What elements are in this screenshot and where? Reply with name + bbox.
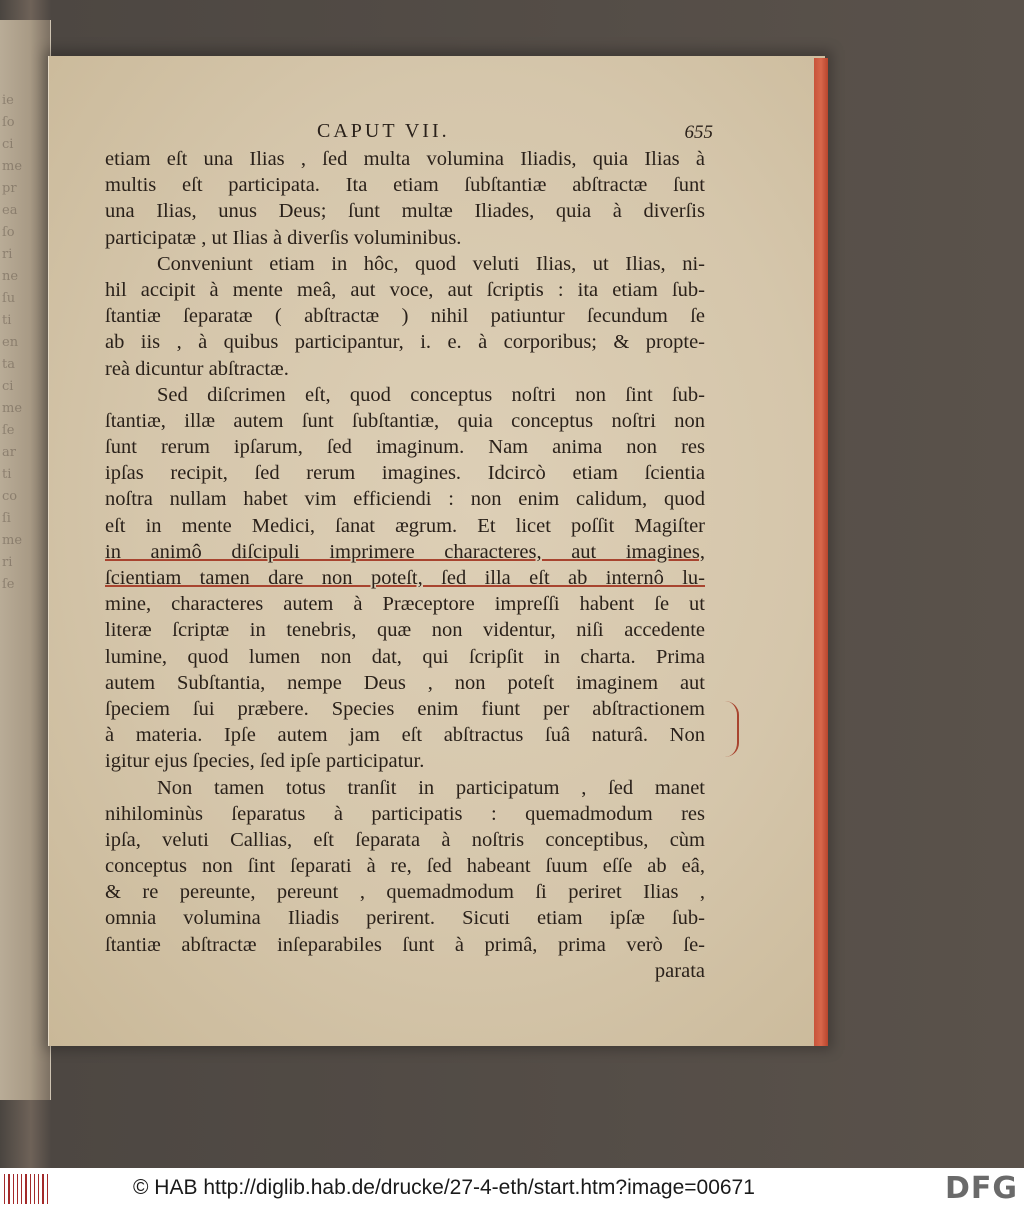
text-line: ſpeciem ſui præbere. Species enim fiunt per abſtractionem [105,697,705,720]
text-line: eſt in mente Medici, ſanat ægrum. Et licet poſſit Magiſter [105,514,705,537]
text-line: una Ilias, unus Deus; ſunt multæ Iliades, quia à diverſis [105,200,705,223]
paragraph-start: Conveniunt etiam in hôc, quod veluti Ilias, ut Ilias, ni- [157,252,705,275]
text-line: & re pereunte, pereunt , quemadmodum ſi periret Ilias , [105,881,705,904]
paragraph-start: Non tamen totus tranſit in participatum , ſed manet [157,776,705,799]
catchword: parata [654,959,705,982]
text-line: literæ ſcriptæ in tenebris, quæ non videntur, niſi accedente [105,619,705,642]
text-line: participatæ , ut Ilias à diverſis voluminibus. [105,226,462,249]
text-line: noſtra nullam habet vim efficiendi : non enim calidum, quod [105,488,705,511]
text-line: etiam eſt una Ilias , ſed multa volumina Iliadis, quia Ilias à [105,148,705,170]
text-line: autem Subſtantia, nempe Deus , non poteſt imaginem aut [105,671,705,694]
page-header [105,116,713,146]
red-page-edge [814,58,828,1046]
text-line: ab iis , à quibus participantur, i. e. à corporibus; & propte- [105,331,705,354]
text-line: ſtantiæ, illæ autem ſunt ſubſtantiæ, quia conceptus noſtri non [105,409,705,432]
text-line: conceptus non ſint ſeparati à re, ſed habeant ſuum eſſe ab eâ, [105,855,705,878]
book-page [48,56,825,1046]
running-title: CAPUT VII. [317,120,450,142]
source-credit-link[interactable]: © HAB http://diglib.hab.de/drucke/27-4-eth/start.htm?image=00671 [133,1176,755,1199]
page-number: 655 [684,122,713,143]
text-line: ſtantiæ ſeparatæ ( abſtractæ ) nihil patiuntur ſecundum ſe [105,305,705,328]
text-line: ſunt rerum ipſarum, ſed imaginum. Nam anima non res [105,436,705,459]
text-line: ipſa, veluti Callias, eſt ſeparata à noſtris conceptibus, cùm [105,828,705,851]
hab-barcode-logo-icon[interactable] [4,1174,48,1204]
previous-page-bleed: ie ſo ci me pr ea ſo ri ne ſu ti en ta ci me ſe ar ti co ſi me ri ſe [2,93,23,592]
footer-bar [0,1168,1024,1209]
underlined-line: ſcientiam tamen dare non poteſt, ſed illa eſt ab internô lu- [105,567,705,589]
margin-bracket-annotation [717,701,739,757]
text-line: lumine, quod lumen non dat, qui ſcripſit in charta. Prima [105,645,705,668]
text-line: hil accipit à mente meâ, aut voce, aut ſcriptis : ita etiam ſub- [105,278,705,301]
text-line: nihilominùs ſeparatus à participatis : quemadmodum res [105,802,705,825]
text-line: ipſas recipit, ſed rerum imagines. Idcircò etiam ſcientia [105,462,705,485]
dfg-logo[interactable]: DFG [944,1171,1018,1206]
underlined-line: in animô diſcipuli imprimere characteres, aut imagines, [105,540,705,563]
paragraph-start: Sed diſcrimen eſt, quod conceptus noſtri non ſint ſub- [157,383,705,406]
text-line: multis eſt participata. Ita etiam ſubſtantiæ abſtractæ ſunt [105,174,705,197]
text-line: à materia. Ipſe autem jam eſt abſtractus ſuâ naturâ. Non [105,724,705,747]
text-line: igitur ejus ſpecies, ſed ipſe participatur. [105,750,425,773]
text-line: mine, characteres autem à Præceptore impreſſi habent ſe ut [105,593,705,616]
text-line: reà dicuntur abſtractæ. [105,357,289,380]
text-line: ſtantiæ abſtractæ inſeparabiles ſunt à primâ, prima verò ſe- [105,933,705,956]
page-text [105,116,713,984]
text-line: omnia volumina Iliadis perirent. Sicuti etiam ipſæ ſub- [105,907,705,930]
